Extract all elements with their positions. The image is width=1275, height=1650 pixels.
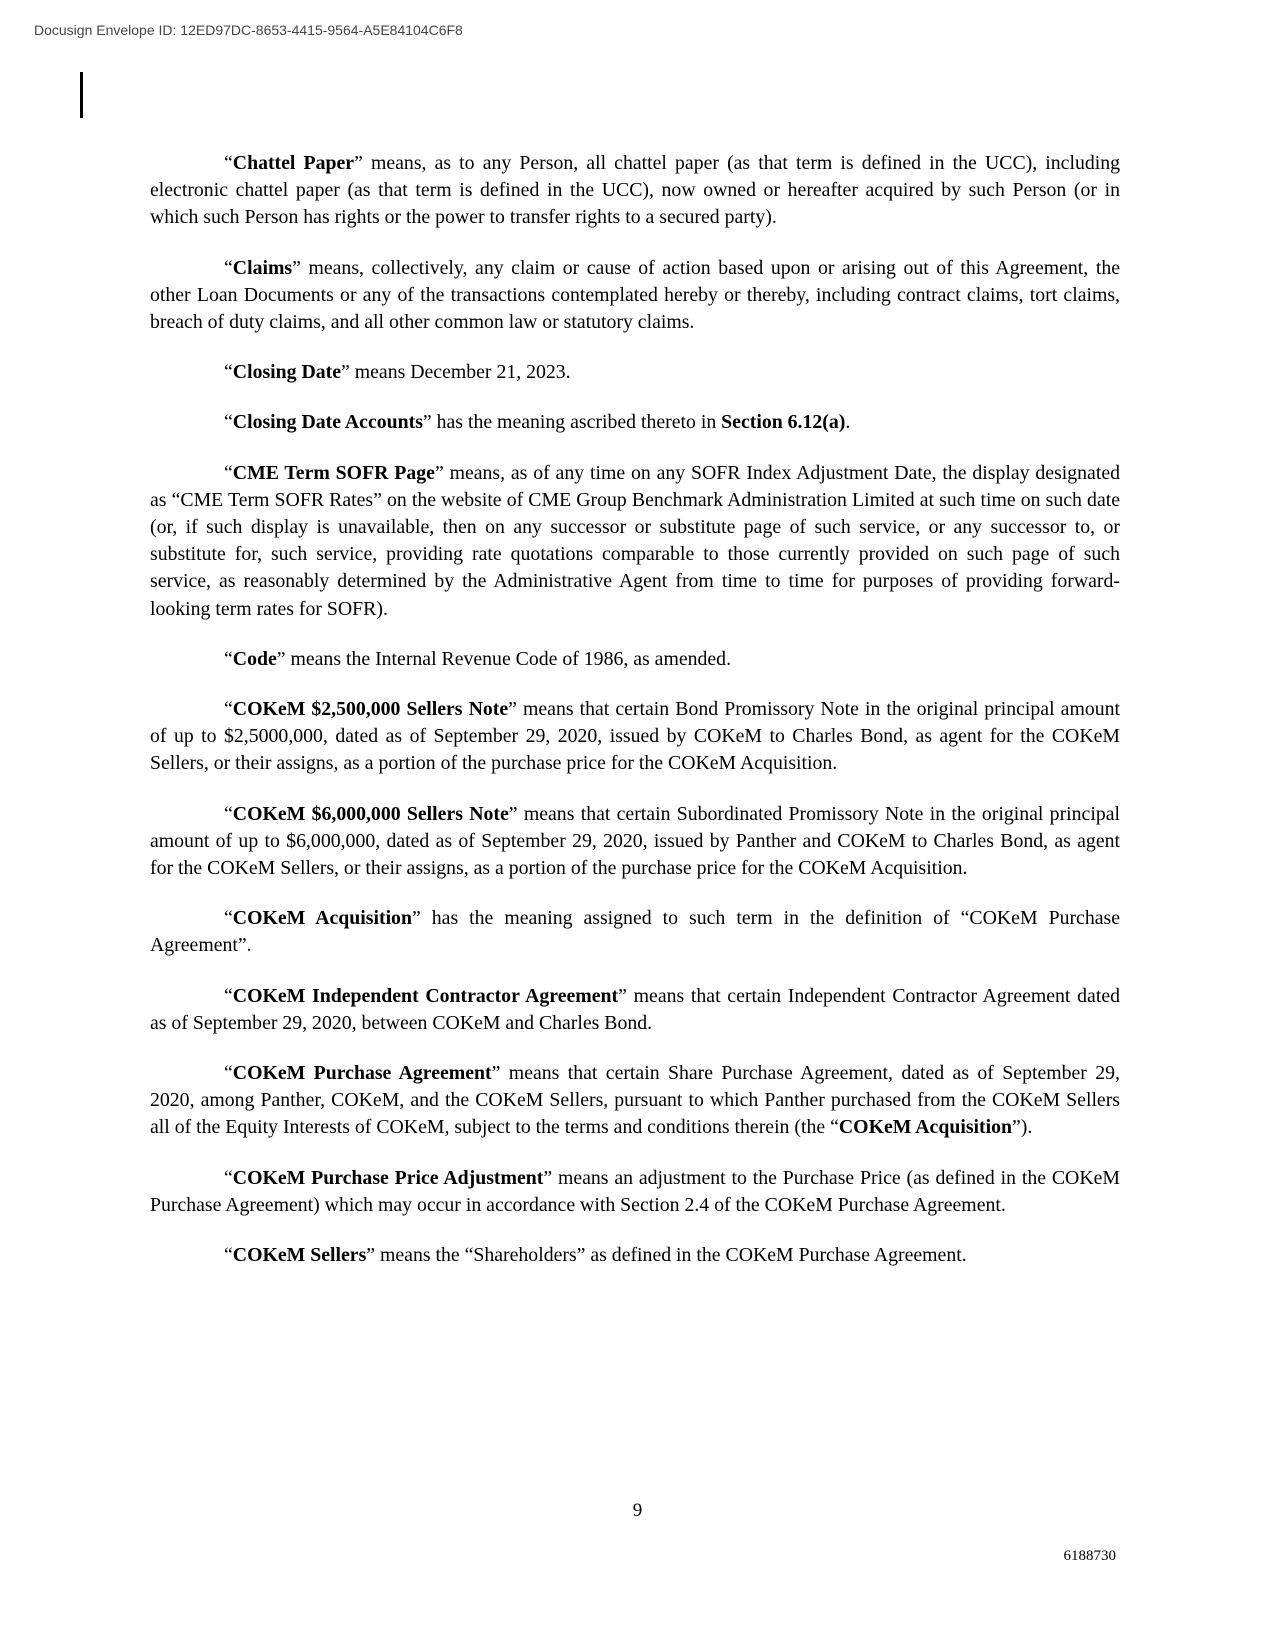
envelope-id: Docusign Envelope ID: 12ED97DC-8653-4415-9564-A5E84104C6F8 — [34, 22, 463, 38]
change-bar — [80, 72, 83, 118]
definition: “CME Term SOFR Page” means, as of any time on any SOFR Index Adjustment Date, the display designated as “CME Term SOFR Rates” on the website of CME Group Benchmark Administration Limited at such time on such date (or, if such display is unavailable, then on any successor or substitute page of such service, or any successor to, or substitute for, such service, providing rate quotations comparable to those currently provided on such page of such service, as reasonably determined by the Administrative Agent from time to time for purposes of providing forward-looking term rates for SOFR). — [150, 461, 1120, 620]
defined-term-reference: COKeM Acquisition — [838, 1116, 1012, 1139]
definition: “COKeM Acquisition” has the meaning assigned to such term in the definition of “COKeM Purchase Agreement”. — [150, 907, 1120, 957]
definition: “COKeM Sellers” means the “Shareholders” as defined in the COKeM Purchase Agreement. — [224, 1244, 967, 1267]
definition: “COKeM Independent Contractor Agreement” means that certain Independent Contractor Agreement dated as of September 29, 2020, between COKeM and Charles Bond. — [150, 984, 1120, 1034]
document-number: 6188730 — [1063, 1548, 1116, 1564]
page-number: 9 — [632, 1500, 643, 1521]
definition: “Closing Date” means December 21, 2023. — [224, 361, 571, 384]
definition: “Chattel Paper” means, as to any Person, all chattel paper (as that term is defined in the UCC), including electronic chattel paper (as that term is defined in the UCC), now owned or hereafter acquired by such Person (or in which such Person has rights or the power to transfer rights to a secured party). — [150, 152, 1121, 229]
definition: “Claims” means, collectively, any claim or cause of action based upon or arising out of this Agreement, the other Loan Documents or any of the transactions contemplated hereby or thereby, including contract claims, tort claims, breach of duty claims, and all other common law or statutory claims. — [150, 256, 1120, 334]
definition-term: COKeM $2,500,000 Sellers Note — [232, 698, 509, 721]
definition-term: Closing Date — [232, 361, 342, 384]
definition: “Closing Date Accounts” has the meaning ascribed thereto in Section 6.12(a). — [224, 411, 851, 434]
definition-term: Claims — [232, 256, 293, 279]
definition-term: Chattel Paper — [232, 152, 355, 174]
definition: “COKeM Purchase Price Adjustment” means an adjustment to the Purchase Price (as defined in the COKeM Purchase Agreement) which may occur in accordance with Section 2.4 of the COKeM Purchase Agreement. — [150, 1166, 1120, 1216]
definition: “COKeM $6,000,000 Sellers Note” means that certain Subordinated Promissory Note in the original principal amount of up to $6,000,000, dated as of September 29, 2020, issued by Panther and COKeM to Charles Bond, as agent for the COKeM Sellers, or their assigns, as a portion of the purchase price for the COKeM Acquisition. — [150, 802, 1120, 880]
definition-term: COKeM Acquisition — [232, 907, 412, 930]
definition-term: CME Term SOFR Page — [232, 461, 435, 484]
definition-term: Code — [232, 647, 277, 670]
definition: “COKeM Purchase Agreement” means that certain Share Purchase Agreement, dated as of September 29, 2020, among Panther, COKeM, and the COKeM Sellers, pursuant to which Panther purchased from the COKeM Sellers all of the Equity Interests of COKeM, subject to the terms and conditions therein (the “COKeM Acquisition”). — [150, 1062, 1120, 1139]
definition: “COKeM $2,500,000 Sellers Note” means that certain Bond Promissory Note in the original principal amount of up to $2,5000,000, dated as of September 29, 2020, issued by COKeM to Charles Bond, as agent for the COKeM Sellers, or their assigns, as a portion of the purchase price for the COKeM Acquisition. — [150, 698, 1121, 775]
definition-term: Closing Date Accounts — [232, 411, 423, 434]
section-reference: Section 6.12(a) — [721, 411, 846, 434]
definition-term: COKeM Purchase Price Adjustment — [232, 1166, 544, 1189]
definition-term: COKeM $6,000,000 Sellers Note — [232, 802, 509, 825]
definition-term: COKeM Purchase Agreement — [232, 1062, 492, 1085]
definition-term: COKeM Sellers — [232, 1244, 367, 1267]
definitions-body — [150, 150, 1120, 1292]
definition-term: COKeM Independent Contractor Agreement — [232, 984, 619, 1007]
definition: “Code” means the Internal Revenue Code of 1986, as amended. — [224, 647, 732, 670]
